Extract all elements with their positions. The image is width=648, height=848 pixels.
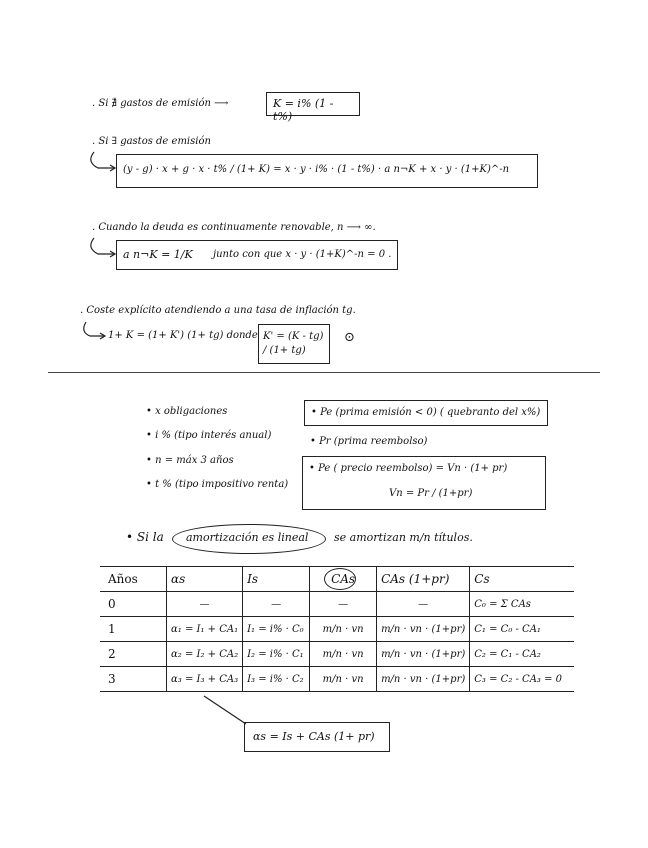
header-cell: αs xyxy=(167,567,243,592)
issue-cost-equation-box: (y - g) · x + g · x · t% / (1+ K) = x · y · i% · (1 - t%) · a n¬K + x · y · (1+K)^-n xyxy=(116,154,538,188)
curved-arrow-icon xyxy=(78,320,108,342)
table-cell: I₂ = i% · C₁ xyxy=(243,642,310,667)
header-cell xyxy=(310,567,377,592)
table-cell: α₁ = I₁ + CA₁ xyxy=(167,617,243,642)
list-item: • x obligaciones xyxy=(146,406,228,417)
issue-premium-box: • Pe (prima emisión < 0) ( quebranto del x%) xyxy=(304,400,548,426)
nominal-value-formula: Vn = Pr / (1+pr) xyxy=(389,488,473,499)
table-cell: m/n · vn · (1+pr) xyxy=(377,617,470,642)
table-cell: m/n · vn xyxy=(310,642,377,667)
limit-condition: junto con que x · y · (1+K)^-n = 0 . xyxy=(213,249,392,260)
with-issue-costs-text: . Si ∃ gastos de emisión xyxy=(92,136,211,147)
table-cell: C₀ = Σ CAs xyxy=(470,592,575,617)
circle-dot-icon: ⊙ xyxy=(344,330,355,345)
annuity-formula: a n¬K = 1/K xyxy=(123,248,193,261)
list-item: • i % (tipo interés anual) xyxy=(146,430,272,441)
header-cell: Años xyxy=(100,567,167,592)
table-cell: C₂ = C₁ - CA₂ xyxy=(470,642,575,667)
inflation-text: . Coste explícito atendiendo a una tasa de inflación tg. xyxy=(80,305,356,316)
curved-arrow-icon xyxy=(84,150,120,174)
perpetuity-box xyxy=(116,240,398,270)
table-cell: — xyxy=(310,592,377,617)
table-cell: — xyxy=(243,592,310,617)
table-cell: α₂ = I₂ + CA₂ xyxy=(167,642,243,667)
section-divider xyxy=(48,372,600,373)
redemption-premium-item: • Pr (prima reembolso) xyxy=(310,436,428,447)
callout-box: αs = Is + CAs (1+ pr) xyxy=(244,722,390,752)
table-cell: C₁ = C₀ - CA₁ xyxy=(470,617,575,642)
amortization-table xyxy=(100,566,574,692)
table-cell: 3 xyxy=(100,667,167,692)
table-cell: 2 xyxy=(100,642,167,667)
redemption-price-formula: • Pe ( precio reembolso) = Vn · (1+ pr) xyxy=(309,463,508,474)
k-prime-box: K' = (K - tg) / (1+ tg) xyxy=(258,324,330,364)
k-formula-box: K = i% (1 - t%) xyxy=(266,92,360,116)
table-cell: m/n · vn · (1+pr) xyxy=(377,642,470,667)
redemption-price-box xyxy=(302,456,546,510)
linear-amortization-label: amortización es lineal xyxy=(186,531,309,544)
table-cell: m/n · vn xyxy=(310,667,377,692)
table-cell: 1 xyxy=(100,617,167,642)
linear-amortization-prefix: • Si la xyxy=(126,530,164,544)
renewable-debt-text: . Cuando la deuda es continuamente renovable, n ⟶ ∞. xyxy=(92,222,376,233)
table-cell: m/n · vn · (1+pr) xyxy=(377,667,470,692)
table-cell: 0 xyxy=(100,592,167,617)
no-issue-costs-text: . Si ∄ gastos de emisión ⟶ xyxy=(92,98,229,109)
table-cell: I₃ = i% · C₂ xyxy=(243,667,310,692)
highlight-circle xyxy=(324,568,356,590)
table-cell: I₁ = i% · C₀ xyxy=(243,617,310,642)
table-cell: C₃ = C₂ - CA₃ = 0 xyxy=(470,667,575,692)
curved-arrow-icon xyxy=(84,236,120,260)
table-cell: m/n · vn xyxy=(310,617,377,642)
inflation-formula: 1+ K = (1+ K') (1+ tg) donde xyxy=(108,330,258,341)
list-item: • t % (tipo impositivo renta) xyxy=(146,479,289,490)
table-row xyxy=(100,592,574,617)
table-row xyxy=(100,617,574,642)
table-cell: — xyxy=(377,592,470,617)
table-header-row xyxy=(100,567,574,592)
header-cell: Is xyxy=(243,567,310,592)
list-item: • n = máx 3 años xyxy=(146,455,234,466)
table-cell: — xyxy=(167,592,243,617)
linear-amortization-suffix: se amortizan m/n títulos. xyxy=(334,531,473,544)
header-cell: Cs xyxy=(470,567,575,592)
table-cell: α₃ = I₃ + CA₃ xyxy=(167,667,243,692)
table-row xyxy=(100,642,574,667)
header-cell: CAs (1+pr) xyxy=(377,567,470,592)
header-label: CAs xyxy=(331,572,356,586)
table-row xyxy=(100,667,574,692)
